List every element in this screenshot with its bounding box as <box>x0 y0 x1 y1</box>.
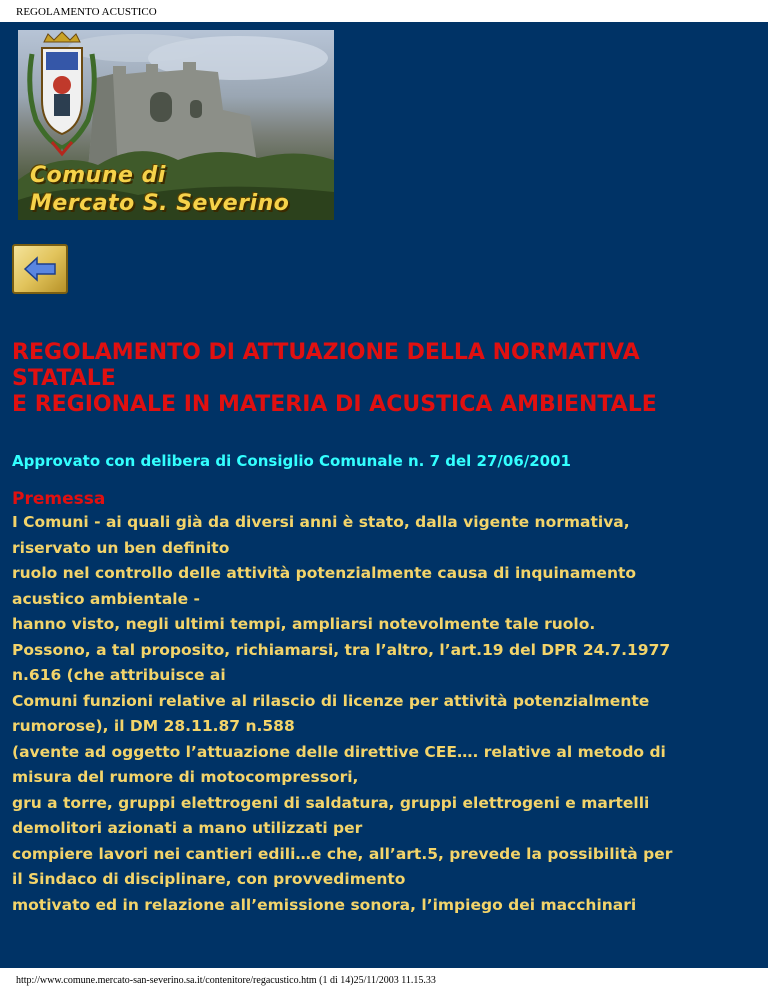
body-line: rumorose), il DM 28.11.87 n.588 <box>12 717 295 735</box>
title-line: STATALE <box>12 366 116 391</box>
body-line: hanno visto, negli ultimi tempi, ampliarsi notevolmente tale ruolo. <box>12 615 596 633</box>
print-header: REGOLAMENTO ACUSTICO <box>16 6 157 18</box>
municipality-banner <box>18 30 334 220</box>
body-line: Possono, a tal proposito, richiamarsi, tra l’altro, l’art.19 del DPR 24.7.1977 <box>12 640 671 659</box>
body-line: acustico ambientale - <box>12 589 200 608</box>
banner-line-1: Comune di <box>30 163 166 188</box>
back-button[interactable] <box>12 244 68 294</box>
body-line: gru a torre, gruppi elettrogeni di saldatura, gruppi elettrogeni e martelli <box>12 793 650 812</box>
body-line: ruolo nel controllo delle attività potenzialmente causa di inquinamento <box>12 564 637 582</box>
body-line: motivato ed in relazione all’emissione sonora, l’impiego dei macchinari <box>12 895 637 914</box>
body-line: misura del rumore di motocompressori, <box>12 768 359 786</box>
body-line: demolitori azionati a mano utilizzati per <box>12 819 363 837</box>
document-title <box>12 340 752 418</box>
body-line: compiere lavori nei cantieri edili…e che, all’art.5, prevede la possibilità per <box>12 844 673 863</box>
title-line: REGOLAMENTO DI ATTUAZIONE DELLA NORMATIVA <box>12 340 640 365</box>
section-heading: Premessa <box>12 489 106 509</box>
approval-note: Approvato con delibera di Consiglio Comunale n. 7 del 27/06/2001 <box>12 452 571 470</box>
body-line: I Comuni - ai quali già da diversi anni è stato, dalla vigente normativa, <box>12 513 630 531</box>
print-footer: http://www.comune.mercato-san-severino.sa.it/contenitore/regacustico.htm (1 di 14)25/11/2003 11.15.33 <box>16 975 436 986</box>
body-line: (avente ad oggetto l’attuazione delle direttive CEE…. relative al metodo di <box>12 742 666 761</box>
banner-line-2: Mercato S. Severino <box>30 191 290 216</box>
arrow-left-icon <box>23 256 57 282</box>
body-line: il Sindaco di disciplinare, con provvedimento <box>12 870 406 888</box>
body-line: n.616 (che attribuisce ai <box>12 666 226 684</box>
page-content <box>0 22 768 968</box>
body-paragraph <box>12 510 758 918</box>
body-line: Comuni funzioni relative al rilascio di licenze per attività potenzialmente <box>12 691 650 710</box>
banner-title <box>30 162 289 218</box>
body-line: riservato un ben definito <box>12 538 230 557</box>
title-line: E REGIONALE IN MATERIA DI ACUSTICA AMBIENTALE <box>12 392 657 417</box>
